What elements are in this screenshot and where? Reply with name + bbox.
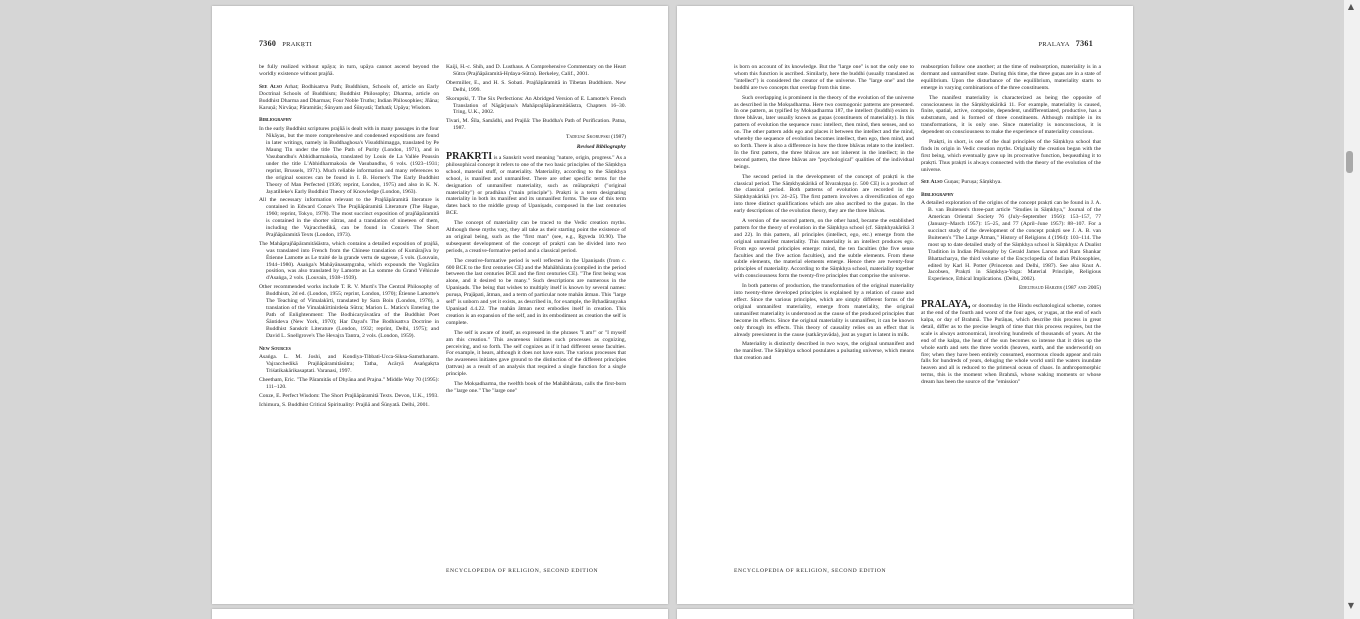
source-item: Obermiller, E., and H. S. Sobati. Prajñāpāramitā in Tibetan Buddhism. New Delhi, 1999. (446, 79, 626, 93)
page-number: 7361 (1075, 39, 1093, 48)
page-number: 7360 (259, 39, 277, 48)
bibliography-paragraph: Other recommended works include T. R. V. Murti's The Central Philosophy of Buddhism, 2d ed. (London, 1955; reprint, London, 1970); Étienne Lamotte's The Teaching of Vimalakīrti, translated by Sara Boin (London, 1976), a translation of the Vimalakīrtinirdeśa Sūtra; Marion L. Matics's Entering the Path of Enlightenment: The Bodhicaryāvatāra of the Buddhist Poet Śāntideva (New York, 1970); Har Dayal's The Bodhisattva Doctrine in Buddhist Sanskrit Literature (London, 1932; reprint, Delhi, 1975); and David L. Snellgrove's The Hevajra Tantra, 2 vols. (London, 1959). (259, 284, 439, 339)
bibliography-heading: Bibliography (921, 191, 954, 198)
column-left (259, 64, 439, 411)
source-item: Skorupski, T. The Six Perfections: An Abridged Version of E. Lamotte's French Translation of Nāgārjuna's Mahāprajñāpāramitāśāstra, Chapters 16–30. Tring, U.K., 2002. (446, 95, 626, 116)
paragraph: The second period in the development of the concept of prakṛti is the classical period. The Sāṃkhyakārikā of Īśvarakṛṣṇa (c. 500 CE) is a product of the classical period. Both patterns of evolution are recorded in the Sāṃkhyakārikā (vv. 24–25). The first pattern involves a diversification of ego into three distinct qualifications which are also ascribed to the guṇas. In the early descriptions of the evolution theory, they are the three bhāvas. (734, 173, 914, 215)
new-sources-heading: New Sources (259, 345, 291, 352)
bibliography-paragraph: In the early Buddhist scriptures prajñā is dealt with in many passages in the four Nikāyas, but the more comprehensive and condensed expositions are found in later writings, namely in Buddhaghosa's Visuddhimagga, translated by Pe Maung Tin under the title The Path of Purity (London, 1971), and in Vasubandhu's Abhidharmakośa, translated by Louis de La Vallée Poussin under the title L'Abhidharmakośa de Vasubandhu, 6 vols. (1923–1931; reprint, Brussels, 1971). Much reliable information and many references to the original sources can be found in I. B. Horner's The Early Buddhist Theory of Man Perfected (1936; reprint, London, 1975) and also in K. N. Jayatilleke's Early Buddhist Theory of Knowledge (London, 1963). (259, 126, 439, 195)
vertical-scrollbar[interactable] (1344, 0, 1360, 619)
paragraph: The concept of materiality can be traced to the Vedic creation myths. Although these myths vary, they all take as their starting point the existence of an original being, such as the "first man" (see, e.g., Ṛgveda 10.90). The subsequent development of the concept of prakṛti can be divided into two periods, a creative-formative period and a classical period. (446, 220, 626, 254)
paragraph: is born on account of its knowledge. But the "large one" is not the only one to whom this function is ascribed. Similarly, here the buddhi (usually translated as "intellect") is considered the creator of the universe. The "large one" and the buddhi are two concepts that overlap from this time. (734, 64, 914, 91)
column-right (921, 64, 1101, 389)
see-also: See Also Guṇas; Puruṣa; Sāṃkhya. (921, 178, 1002, 185)
source-item: Tivari, M. Śīla, Samādhi, and Prajñā: The Buddha's Path of Purification. Patna, 1987. (446, 118, 626, 132)
paragraph: The creative-formative period is well reflected in the Upaniṣads (from c. 600 BCE to the first centuries CE) and the Mahābhārata (compiled in the period between the last centuries BCE and the first centuries CE). "The first being was alone, and it desired to be many." Such descriptions are numerous in the Upaniṣads. The being that wishes to multiply itself is known by several names: puruṣa, Prajāpati, ātman, and a term of particular note mahān ātman. This "large self" is unborn and yet it exists, as described in, for example, the Bṛhadāraṇyaka Upaniṣad 4.4.22. The mahān ātman next embodies itself in creation. This creation is an expansion of the self, and in its embodiment as creation the self is complete. (446, 257, 626, 326)
running-head: PRAKṚTI (282, 41, 313, 48)
author-role: Revised Bibliography (576, 144, 626, 151)
paragraph: reabsorption follow one another; at the time of reabsorption, materiality is in a dormant and unmanifest state. During this time, the three guṇas are in a state of equilibrium. Upon the disturbance of the equilibrium, materiality starts to emerge in varying combinations of the three constituents. (921, 64, 1101, 91)
bibliography-paragraph: A detailed exploration of the origins of the concept prakṛti can be found in J. A. B. van Buitenen's three-part article "Studies in Sāṃkhya," Journal of the American Oriental Society 76 (July–September 1956): 153–157, 77 (January–March 1957): 15–25, and 77 (April–June 1957): 88–107. For a succinct study of the development of the concept prakṛti see J. A. B. van Buitenen's "The Large Ātman," History of Religions 4 (1964): 103–114. The most up to date detailed study of the Sāṃkhya school is Sāṃkhya: A Dualist Tradition in Indian Philosophy by Gerald James Larson and Ram Shankar Bhattacharya, the third volume of the Encyclopedia of Indian Philosophies, edited by Karl H. Potter (Princeton and Delhi, 1987). See also Knut A. Jacobsen, Prakṛti in Sāṃkhya-Yoga: Material Principle, Religious Experience, Ethical Implications. (Delhi, 2002). (921, 200, 1101, 283)
running-head: PRALAYA (1038, 41, 1070, 48)
bibliography-heading: Bibliography (259, 117, 292, 124)
entry-term: PRAKṚTI (446, 150, 493, 162)
paragraph: The Mokṣadharma, the twelfth book of the Mahābhārata, calls the first-born the "large one." The "large one" (446, 381, 626, 394)
running-header (1038, 39, 1093, 48)
bibliography-paragraph: All the necessary information relevant to the Prajñāpāramitā literature is contained in Edward Conze's The Prajñāpāramitā Literature (The Hague, 1960; reprint, Tokyo, 1978). The most succinct exposition of prajñāpāramitā is contained in the shorter sūtras, and a translation of nineteen of them, including the Vajracchedikā, can be found in Conze's The Short Prajñāpāramitā Texts (London, 1973). (259, 197, 439, 238)
paragraph: Prakṛti, in short, is one of the dual principles of the Sāṃkhya school that finds its origin in Vedic creation myths. Originally the creation began with the first being, which eventually gave up its procreative function, bequeathing it to prakṛti. Thus prakṛti is always connected with the theory of the evolution of the universe. (921, 139, 1101, 173)
author-signature: Edeltraud Harzer (1987 and 2005) (1018, 285, 1101, 292)
entry-term: PRALAYA, (921, 299, 971, 311)
source-item: Asaṅga. L. M. Joshi, and Kondiya-Tibbati-Ucca-Siksa-Samsthanam. Vajracchedikā Prajñāpāramitāsūtra; Tatha, Acāryā Asaṅgakṛta Triśatikakārikasaptati. Varanasi, 1997. (259, 354, 439, 375)
column-left (734, 64, 914, 365)
page-footer: ENCYCLOPEDIA OF RELIGION, SECOND EDITION (446, 568, 599, 574)
page-footer: ENCYCLOPEDIA OF RELIGION, SECOND EDITION (734, 568, 887, 574)
bibliography-paragraph: The Mahāprajñāpāramitāśāstra, which contains a detailed exposition of prajñā, was translated into French from the Chinese translation of Kumārajīva by Étienne Lamotte as Le traité de la grande vertu de sagesse, 5 vols. (Louvain, 1944–1980). Asaṅga's Mahāyānasaṃgraha, which expounds the Yogācāra position, was also translated by Lamotte as La somme du Grand Véhicule d'Asaṅga, 2 vols. (Louvain, 1938–1939). (259, 240, 439, 282)
paragraph: A version of the second pattern, on the other hand, became the established pattern for the theory of evolution in the Sāṃkhya school (cf. Sāṃkhyakārikā 3 and 22). In this pattern, all principles (intellect, ego, etc.) emerge from the original unmanifest materiality. This materiality is an intellect produces ego. From ego several principles emerge: mind, the ten faculties (the five sense faculties and the five action faculties), and the subtle elements. From these subtle elements, the material elements emerge. Hence there are twenty-four principles of materiality. According to the Sāṃkhya school, materiality together with consciousness form the twenty-five principles that comprise the universe. (734, 218, 914, 280)
source-item: Kaiji, H.-c. Shih, and D. Lusthaus. A Comprehensive Commentary on the Heart Sūtra (Prajñāpāramitā-Hṛdaya-Sūtra). Berkeley, Calif., 2001. (446, 64, 626, 77)
scroll-down-arrow-icon[interactable]: ▼ (1347, 601, 1355, 610)
next-page-edge (677, 609, 1133, 619)
paragraph: The manifest materiality is characterized as being the opposite of consciousness in the Sāṃkhyakārikā 11. For example, materiality is caused, finite, spatial, active, composite, dependent, undifferentiated, productive, has a substratum, and is formed of three constituents. Although multiple in its transformations, it is only one. Since materiality is nonconscious, it is dependent on consciousness to make the experience of materiality conscious. (921, 94, 1101, 136)
column-right (446, 64, 626, 398)
author-signature: Tadeusz Skorupski (1987) (565, 134, 626, 141)
scroll-up-arrow-icon[interactable]: ▲ (1347, 2, 1355, 11)
page-7360 (212, 6, 668, 604)
scrollbar-thumb[interactable] (1346, 151, 1353, 173)
source-item: Ichimura, S. Buddhist Critical Spirituality: Prajñā and Śūnyatā. Delhi, 2001. (259, 401, 430, 408)
paragraph: The self is aware of itself, as expressed in the phrases "I am!" or "I myself am this creation." This awareness initiates such processes as cognizing, perceiving, and so forth. The self cognizes as if it had different sense faculties. For example, it hears, although it does not have ears. The various processes that the awareness initiates gave ground to the distinction of the different principles (tattvas) as a result of an analysis that required a single function for a single principle. (446, 329, 626, 378)
source-item: Cheetham, Eric. "The Pāramitās of Dhyāna and Prajna." Middle Way 70 (1995): 111–120. (259, 377, 439, 391)
page-7361 (677, 6, 1133, 604)
paragraph: Such overlapping is prominent in the theory of the evolution of the universe as described in the Mokṣadharma. Here two cosmogonic patterns are presented. In one pattern, as typified by Mokṣadharma 187, the intellect (buddhi) exists in three bhāvas, later usually known as guṇas (constituents of materiality). In this pattern of evolution the sequence runs: intellect, then mind, then senses, and so on. The other pattern adds ego and places it between the intellect and the mind, whereby the sequence of evolution becomes intellect, then ego, then mind, and so forth. There is also a difference in how the three bhāvas relate to the intellect. In the first pattern, the three bhāvas are not inherent in the intellect; in the second pattern, the three bhāvas are "psychological" qualities of the individual beings. (734, 94, 914, 170)
entry-paragraph: PRAKṚTI is a Sanskrit word meaning "nature, origin, progress." As a philosophical concept it refers to one of the two basic principles of the Sāṃkhya school, material stuff, or materiality. Materiality, according to the Sāṃkhya school, is manifest and unmanifest. There are other specific terms for the designation of unmanifest materiality, such as mūlaprakṛti ("original materiality") or pradhāna ("main principle"). Prakṛti is a term designating materiality in both its manifest and its unmanifest forms. The use of this term dates back to the middle group of Upaniṣads, composed in the last centuries BCE. (446, 150, 626, 217)
paragraph: Materiality is distinctly described in two ways, the original unmanifest and the manifest. The Sāṃkhya school postulates a pulsating universe, which means that creation and (734, 341, 914, 362)
source-item: Conze, E. Perfect Wisdom: The Short Prajñāpāramitā Texts. Devon, U.K., 1993. (259, 392, 439, 399)
running-header (259, 39, 312, 48)
see-also: See Also Arhat; Bodhisattva Path; Buddhism, Schools of, article on Early Doctrinal Schools of Buddhism; Buddhist Philosophy; Dharma, article on Buddhist Dharma and Dharmas; Four Noble Truths; Indian Philosophies; Jñāna; Karuṇā; Nirvāṇa; Pāramitās; Śūnyam and Śūnyatā; Tathatā; Upāya; Wisdom. (259, 83, 439, 111)
next-page-edge (212, 609, 668, 619)
paragraph: be fully realized without upāya; in turn, upāya cannot ascend beyond the worldly existence without prajñā. (259, 64, 439, 77)
paragraph: In both patterns of production, the transformation of the original materiality into twenty-three developed principles is explained by a relation of cause and effect. Since the various principles, which are simply different forms of the original unmanifest materiality, emerge from materiality, the original unmanifest materiality is understood as the cause of the produced principles that become its effects. Since the original materiality is unmanifest, it can be known only through its effects. This theory of causality relies on an effect that is already preexistent in the cause (satkāryavāda), just as yogurt is latent in milk. (734, 283, 914, 338)
entry-paragraph: PRALAYA, or doomsday in the Hindu eschatological scheme, comes at the end of the fourth and worst of the four ages, or yugas, at the end of each kalpa, or day of Brahmā. The Purāṇas, which describe this process in great detail, differ as to the precise length of time that this process requires, but the scale is always astronomical, involving hundreds of thousands of years. At the end of the kalpa, the heat of the sun becomes so intense that it dries up the whole earth and sets the three worlds (heaven, earth, and the underworld) on fire; when they have been entirely consumed, enormous clouds appear and rain falls for hundreds of years, deluging the whole world until the waters inundate heaven and all is reduced to the primeval ocean of chaos. In anthropomorphic terms, this is the moment when Brahmā, whose waking moments or whose dream has been the source of the "emission" (921, 299, 1101, 386)
